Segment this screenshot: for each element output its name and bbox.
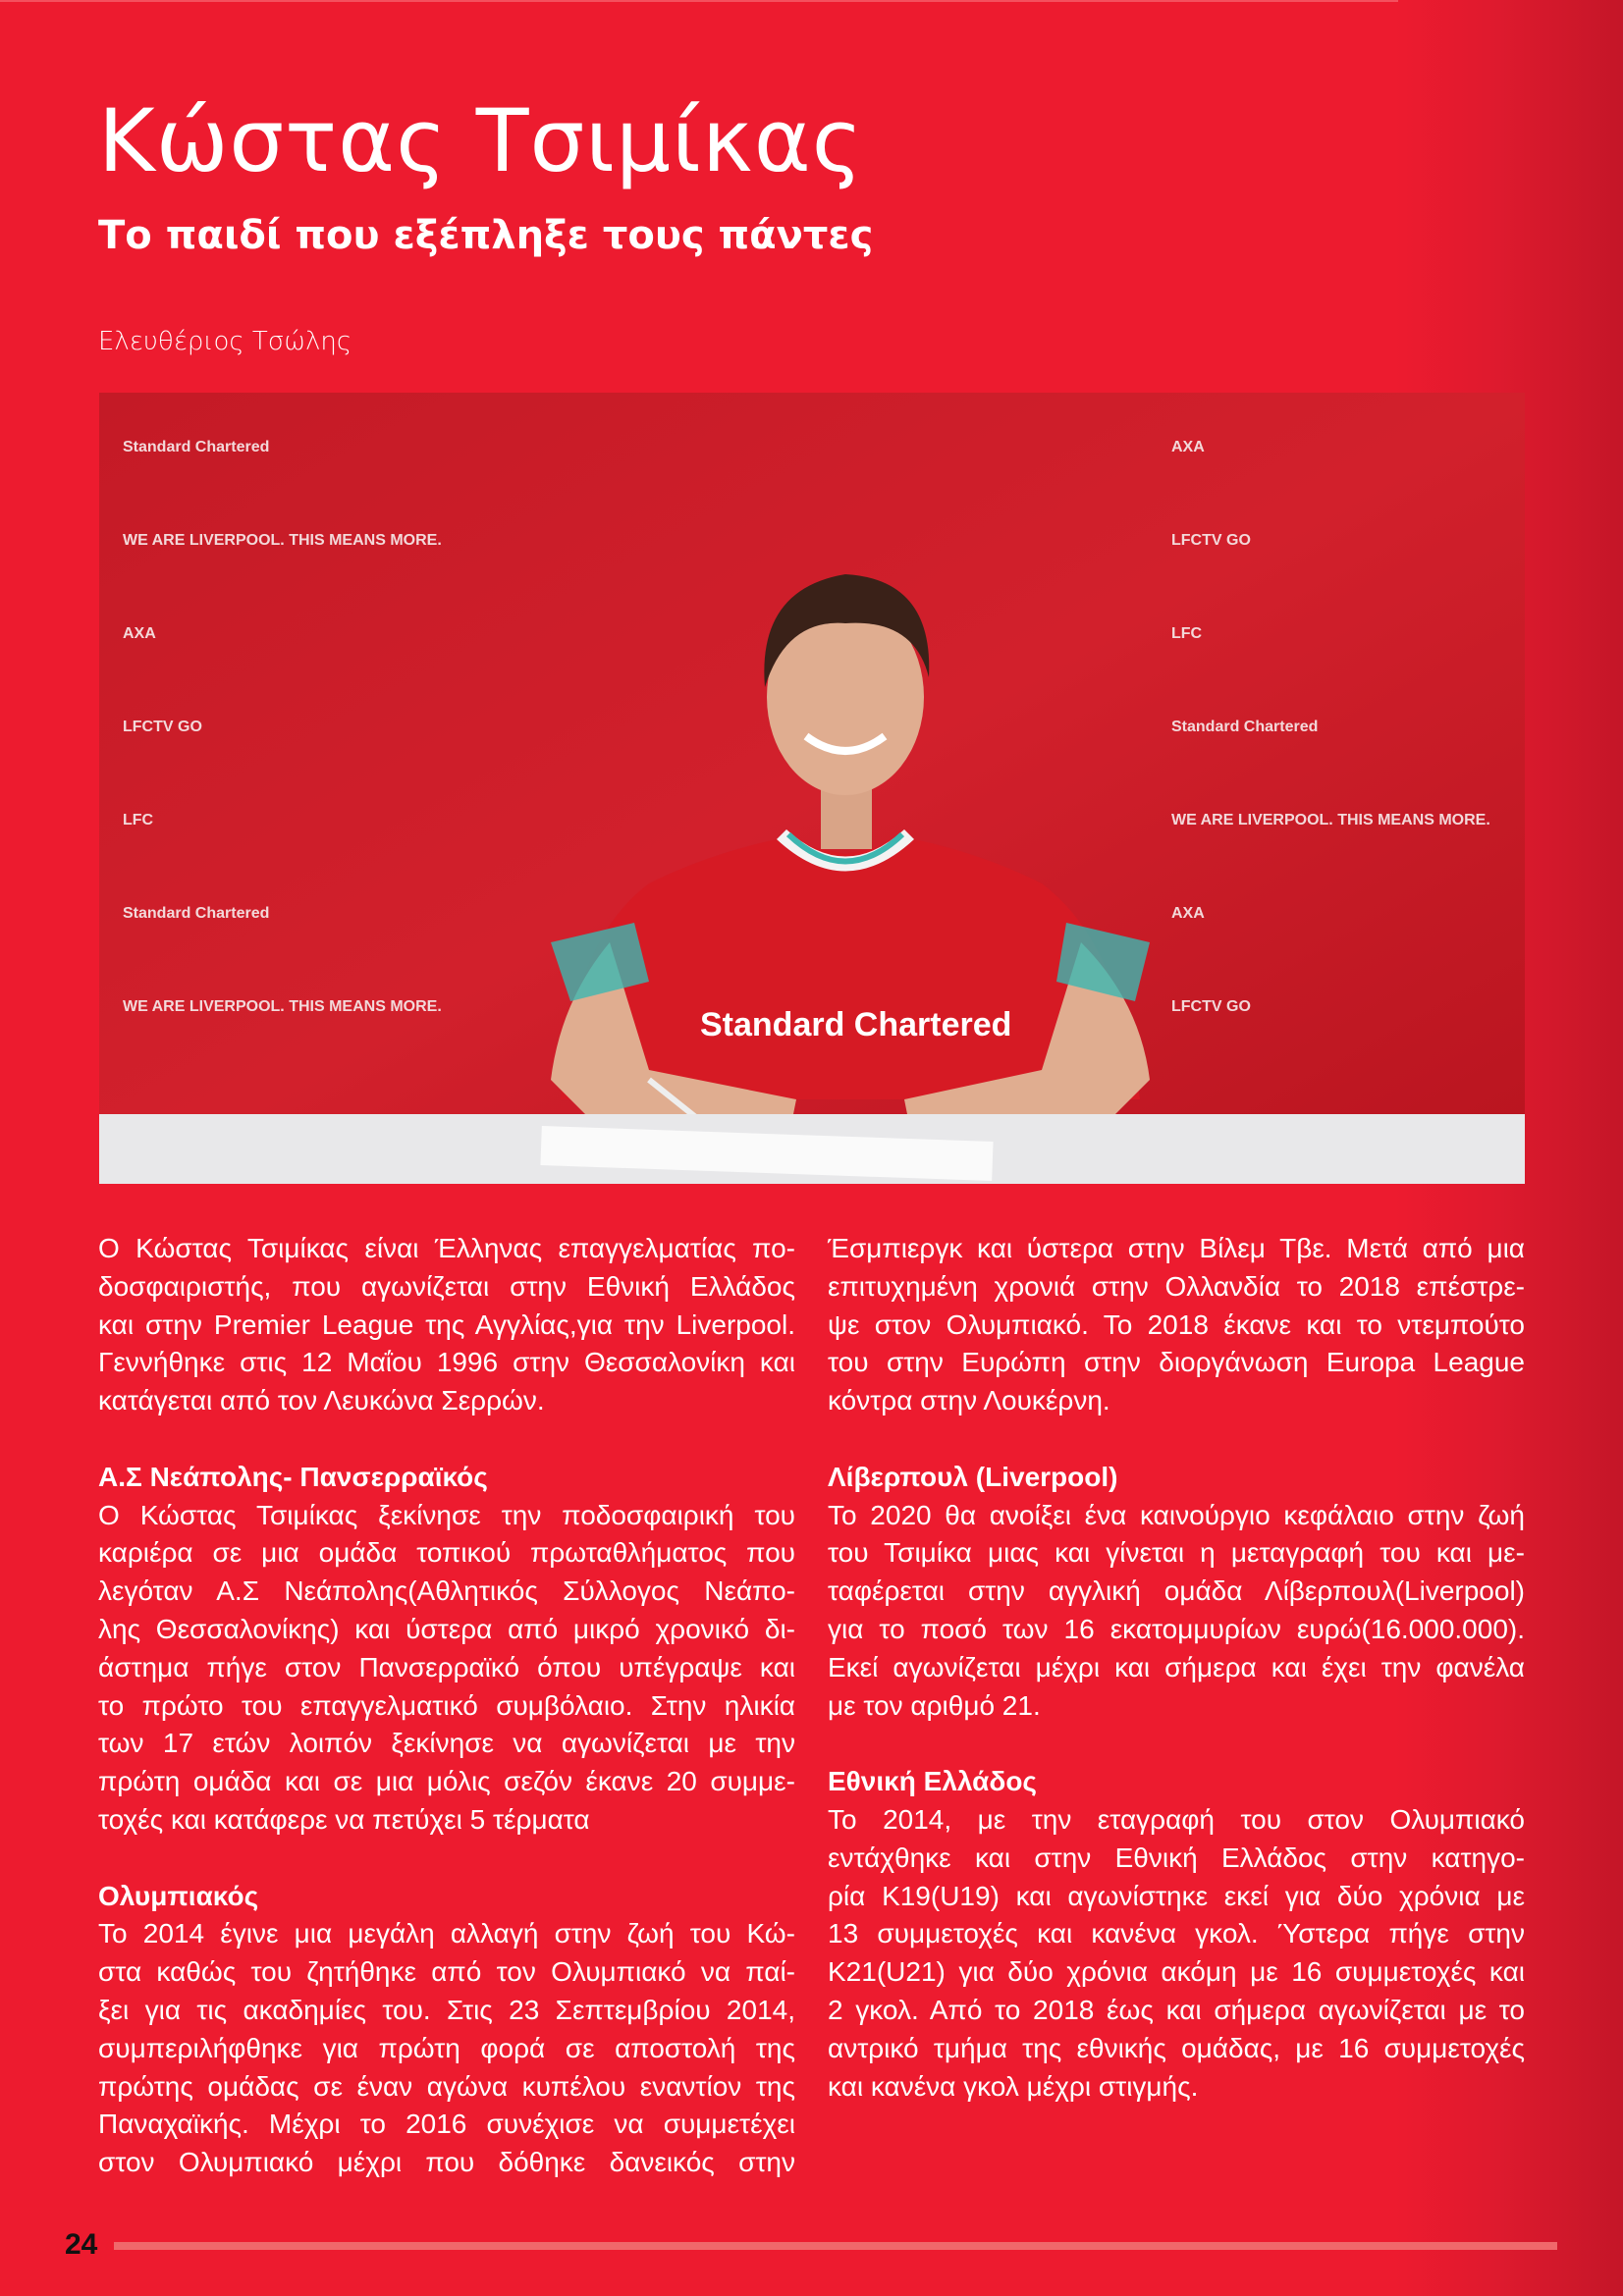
text-line: και στην Premier League της Αγγλίας,για την Liverpool.	[98, 1308, 795, 1340]
backdrop-sponsor-logo: AXA	[1171, 439, 1205, 455]
text-line: Γεννήθηκε στις 12 Μαΐου 1996 στην Θεσσαλονίκη και	[98, 1347, 795, 1378]
text-line: λης Θεσσαλονίκης) και ύστερα από μικρό χρονικό δι-	[98, 1613, 795, 1644]
article-title: Κώστας Τσιμίκας	[98, 90, 864, 191]
backdrop-sponsor-logo: WE ARE LIVERPOOL. THIS MEANS MORE.	[123, 998, 442, 1015]
text-line: ψε στον Ολυμπιακό. Το 2018 έκανε και το ντεμπούτο	[828, 1308, 1525, 1340]
backdrop-sponsor-logo: AXA	[1171, 905, 1205, 922]
text-line: συμπεριλήφθηκε για πρώτη φορά σε αποστολή της	[98, 2032, 795, 2063]
backdrop-sponsor-logo: LFCTV GO	[1171, 998, 1251, 1015]
backdrop-sponsor-logo: Standard Chartered	[123, 905, 270, 922]
text-line: για το ποσό των 16 εκατομμυρίων ευρώ(16.000.000).	[828, 1613, 1525, 1644]
backdrop-sponsor-logo: Standard Chartered	[123, 439, 270, 455]
text-line: Το 2014, με την εταγραφή του στον Ολυμπιακό	[828, 1803, 1525, 1835]
text-line: εντάχθηκε και στην Εθνική Ελλάδος στην κατηγο-	[828, 1842, 1525, 1873]
text-line: με τον αριθμό 21.	[828, 1689, 1041, 1721]
page-number: 24	[65, 2228, 98, 2261]
paragraph-gap	[828, 1725, 1525, 1763]
section-heading: Λίβερπουλ (Liverpool)	[828, 1461, 1118, 1492]
backdrop-sponsor-logo: LFCTV GO	[1171, 532, 1251, 549]
backdrop-sponsor-logo: Standard Chartered	[1171, 719, 1319, 735]
text-line: άστημα πήγε στον Πανσερραϊκό όπου υπέγραψε και	[98, 1651, 795, 1682]
backdrop-sponsor-logo: AXA	[123, 625, 156, 642]
text-line: καριέρα σε μια ομάδα τοπικού πρωταθλήματος που	[98, 1537, 795, 1569]
right-column	[828, 1230, 1525, 2106]
text-line: επιτυχημένη χρονιά στην Ολλανδία το 2018 επέστρε-	[828, 1270, 1525, 1302]
text-line: δοσφαιριστής, που αγωνίζεται στην Εθνική Ελλάδος	[98, 1270, 795, 1302]
paragraph-gap	[828, 1420, 1525, 1459]
paragraph-gap	[98, 1840, 795, 1878]
paragraph	[828, 1801, 1525, 2106]
article-author: Ελευθέριος Τσώλης	[98, 327, 352, 356]
text-line: ταφέρεται στην αγγλική ομάδα Λίβερπουλ(Liverpool)	[828, 1575, 1525, 1607]
text-line: στον Ολυμπιακό μέχρι που δόθηκε δανεικός στην	[98, 2147, 795, 2178]
text-line: Εκεί αγωνίζεται μέχρι και σήμερα και έχει την φανέλα	[828, 1651, 1525, 1682]
paragraph	[98, 1230, 795, 1420]
text-line: Ο Κώστας Τσιμίκας είναι Έλληνας επαγγελματίας πο-	[98, 1233, 795, 1263]
text-line: Παναχαϊκής. Μέχρι το 2016 συνέχισε να συμμετέχει	[98, 2109, 795, 2140]
paragraph	[828, 1230, 1525, 1420]
text-line: πρώτη ομάδα και σε μια μόλις σεζόν έκανε 20 συμμε-	[98, 1766, 795, 1797]
section-heading: Α.Σ Νεάπολης- Πανσερραϊκός	[98, 1461, 488, 1492]
text-line: Το 2020 θα ανοίξει ένα καινούργιο κεφάλαιο στην ζωή	[828, 1499, 1525, 1530]
player-signing-photo	[99, 393, 1525, 1184]
text-line: Ο Κώστας Τσιμίκας ξεκίνησε την ποδοσφαιρική του	[98, 1499, 795, 1530]
text-line: αντρικό τμήμα της εθνικής ομάδας, με 16 συμμετοχές	[828, 2032, 1525, 2063]
text-line: κατάγεται από τον Λευκώνα Σερρών.	[98, 1385, 545, 1416]
text-line: του Τσιμίκα μιας και γίνεται η μεταγραφή του και με-	[828, 1537, 1525, 1569]
text-line: ξει για τις ακαδημίες του. Στις 23 Σεπτεμβρίου 2014,	[98, 1994, 795, 2025]
paragraph-gap	[98, 1420, 795, 1459]
text-line: Έσμπιεργκ και ύστερα στην Βίλεμ Τβε. Μετά από μια	[828, 1233, 1525, 1263]
text-line: τοχές και κατάφερε να πετύχει 5 τέρματα	[98, 1803, 590, 1835]
backdrop-sponsor-logo: LFCTV GO	[123, 719, 202, 735]
section-heading: Εθνική Ελλάδος	[828, 1766, 1037, 1797]
article-photo	[99, 393, 1525, 1184]
left-column	[98, 1230, 795, 2182]
article-subtitle: Το παιδί που εξέπληξε τους πάντες	[98, 213, 874, 258]
paragraph	[98, 1497, 795, 1840]
top-rule	[0, 0, 1398, 2]
section-heading: Ολυμπιακός	[98, 1880, 259, 1911]
backdrop-sponsor-logo: WE ARE LIVERPOOL. THIS MEANS MORE.	[123, 532, 442, 549]
backdrop-sponsor-logo: WE ARE LIVERPOOL. THIS MEANS MORE.	[1171, 812, 1490, 828]
footer-bar	[114, 2242, 1557, 2250]
text-line: Το 2014 έγινε μια μεγάλη αλλαγή στην ζωή του Κώ-	[98, 1918, 795, 1949]
text-line: κόντρα στην Λουκέρνη.	[828, 1385, 1110, 1416]
text-line: Κ21(U21) για δύο χρόνια ακόμη με 16 συμμετοχές και	[828, 1956, 1525, 1988]
text-line: πρώτης ομάδας σε έναν αγώνα κυπέλου εναντίον της	[98, 2070, 795, 2102]
text-line: 13 συμμετοχές και κανένα γκολ. Ύστερα πήγε στην	[828, 1918, 1525, 1949]
text-line: λεγόταν Α.Σ Νεάπολης(Αθλητικός Σύλλογος Νεάπο-	[98, 1575, 795, 1607]
backdrop-sponsor-logo: LFC	[1171, 625, 1203, 642]
text-line: ρία Κ19(U19) και αγωνίστηκε εκεί για δύο χρόνια με	[828, 1880, 1525, 1911]
text-line: το πρώτο του επαγγελματικό συμβόλαιο. Στην ηλικία	[98, 1689, 795, 1721]
text-line: και κανένα γκολ μέχρι στιγμής.	[828, 2070, 1199, 2102]
text-line: στα καθώς του ζητήθηκε από τον Ολυμπιακό να παί-	[98, 1956, 795, 1988]
backdrop-sponsor-logo: LFC	[123, 812, 154, 828]
paragraph	[98, 1915, 795, 2182]
shirt-sponsor: Standard Chartered	[700, 1006, 1012, 1043]
text-line: του στην Ευρώπη στην διοργάνωση Europa League	[828, 1347, 1525, 1378]
text-line: των 17 ετών λοιπόν ξεκίνησε να αγωνίζεται με την	[98, 1728, 795, 1759]
paragraph	[828, 1497, 1525, 1726]
text-line: 2 γκολ. Από το 2018 έως και σήμερα αγωνίζεται με το	[828, 1994, 1525, 2025]
